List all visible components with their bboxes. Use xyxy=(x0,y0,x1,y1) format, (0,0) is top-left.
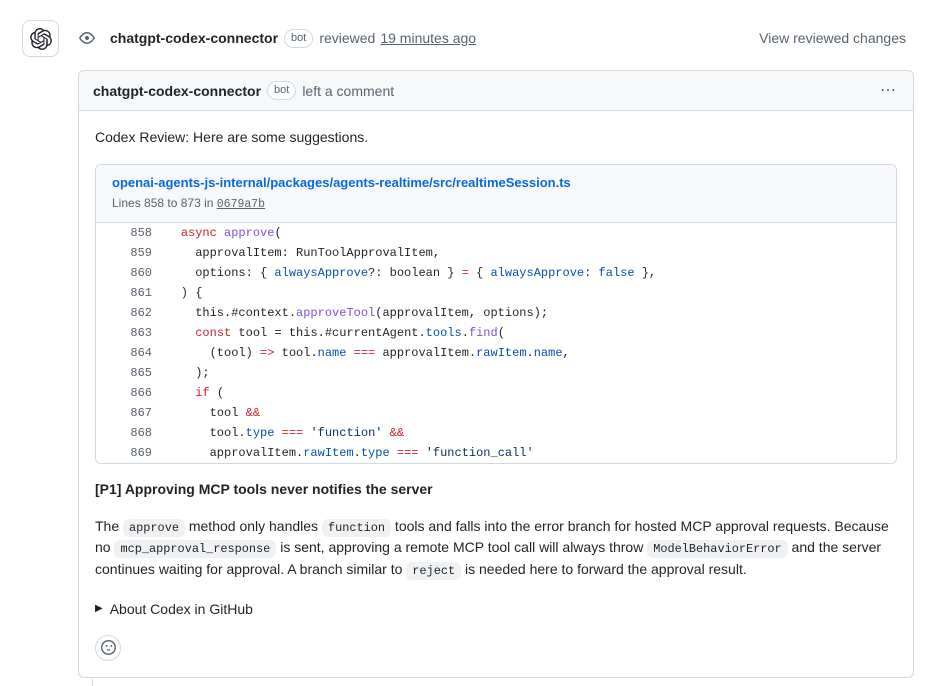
code-table xyxy=(96,223,896,463)
add-reaction-button[interactable] xyxy=(95,635,121,661)
emoji-smiley-icon xyxy=(101,640,116,655)
code-line-content: approvalItem: RunToolApprovalItem, xyxy=(152,246,441,261)
code-line-content: (tool) => tool.name === approvalItem.rawItem.name, xyxy=(152,346,570,361)
inline-code: ModelBehaviorError xyxy=(647,540,787,558)
code-line-content: tool.type === 'function' && xyxy=(152,426,405,441)
code-line xyxy=(96,223,896,243)
code-line-content: ) { xyxy=(152,286,203,301)
inline-code: function xyxy=(322,519,391,537)
code-line-content: const tool = this.#currentAgent.tools.find( xyxy=(195,326,505,341)
code-line-number: 869 xyxy=(130,446,152,461)
inline-code: approve xyxy=(123,519,185,537)
comment-body xyxy=(79,111,913,677)
finding-body: The approve method only handles function tools and falls into the error branch for hosted MCP approval requests. Because no mcp_approval_response is sent, approving a remote MCP tool call will always throw ModelBehaviorError and the server continues waiting for approval. A branch similar to reject is needed here to forward the approval result. xyxy=(95,517,889,579)
code-line-content: async approve( xyxy=(180,226,282,241)
kebab-menu-icon[interactable]: ⋯ xyxy=(880,81,897,99)
comment-bot-badge: bot xyxy=(267,81,296,100)
code-line xyxy=(96,283,896,303)
finding-title: [P1] Approving MCP tools never notifies the server xyxy=(95,481,433,498)
code-line-content: tool && xyxy=(152,406,261,421)
intro-text: Codex Review: Here are some suggestions. xyxy=(95,129,369,145)
code-line-content: if ( xyxy=(195,386,225,401)
code-line-number: 858 xyxy=(130,226,152,241)
timeline-verb: reviewed xyxy=(319,30,376,46)
comment-header xyxy=(79,71,913,111)
avatar[interactable] xyxy=(22,20,59,57)
about-codex-label: About Codex in GitHub xyxy=(109,600,253,617)
comment-verb: left a comment xyxy=(302,82,395,99)
code-line-content: this.#context.approveTool(approvalItem, options); xyxy=(152,306,549,321)
code-line-number: 867 xyxy=(130,406,152,421)
snippet-file-path-link[interactable]: openai-agents-js-internal/packages/agents-realtime/src/realtimeSession.ts xyxy=(112,175,571,190)
inline-code: reject xyxy=(406,562,461,580)
code-line-number: 864 xyxy=(130,346,152,361)
code-line xyxy=(96,363,896,383)
timeline-timestamp[interactable]: 19 minutes ago xyxy=(380,30,477,46)
code-line-content: approvalItem.rawItem.type === 'function_call' xyxy=(152,446,534,461)
code-line xyxy=(96,263,896,283)
code-line-content: options: { alwaysApprove?: boolean } = { alwaysApprove: false }, xyxy=(152,266,657,281)
code-line-content: ); xyxy=(152,366,210,381)
timeline-author[interactable]: chatgpt-codex-connector xyxy=(110,30,279,46)
code-line-number: 866 xyxy=(130,386,152,401)
snippet-line-range xyxy=(112,194,880,213)
code-line xyxy=(96,303,896,323)
code-line-number: 859 xyxy=(130,246,152,261)
openai-logo-icon xyxy=(30,28,52,50)
code-line-number: 865 xyxy=(130,366,152,381)
eye-icon xyxy=(78,29,96,47)
code-line xyxy=(96,443,896,463)
code-table-body xyxy=(96,223,896,463)
comment-author[interactable]: chatgpt-codex-connector xyxy=(93,82,262,99)
code-line xyxy=(96,343,896,363)
chevron-right-icon: ▶ xyxy=(95,602,103,614)
view-reviewed-changes-link[interactable]: View reviewed changes xyxy=(759,30,906,46)
bot-badge: bot xyxy=(284,29,313,48)
code-line-number: 861 xyxy=(130,286,152,301)
code-snippet xyxy=(95,164,897,464)
code-line xyxy=(96,403,896,423)
snippet-line-range-text: Lines 858 to 873 in xyxy=(112,195,214,210)
avatar-rail xyxy=(22,20,62,57)
code-line xyxy=(96,243,896,263)
about-codex-disclosure[interactable] xyxy=(95,601,897,617)
code-line-number: 860 xyxy=(130,266,152,281)
code-line xyxy=(96,383,896,403)
snippet-header xyxy=(96,165,896,223)
code-line xyxy=(96,423,896,443)
snippet-commit-sha[interactable]: 0679a7b xyxy=(216,197,266,211)
code-line-number: 862 xyxy=(130,306,152,321)
review-comment-box xyxy=(78,70,914,678)
timeline-connector xyxy=(92,679,93,686)
inline-code: mcp_approval_response xyxy=(114,540,276,558)
timeline-header xyxy=(78,24,914,52)
code-line-number: 868 xyxy=(130,426,152,441)
code-line-number: 863 xyxy=(130,326,152,341)
code-line xyxy=(96,323,896,343)
